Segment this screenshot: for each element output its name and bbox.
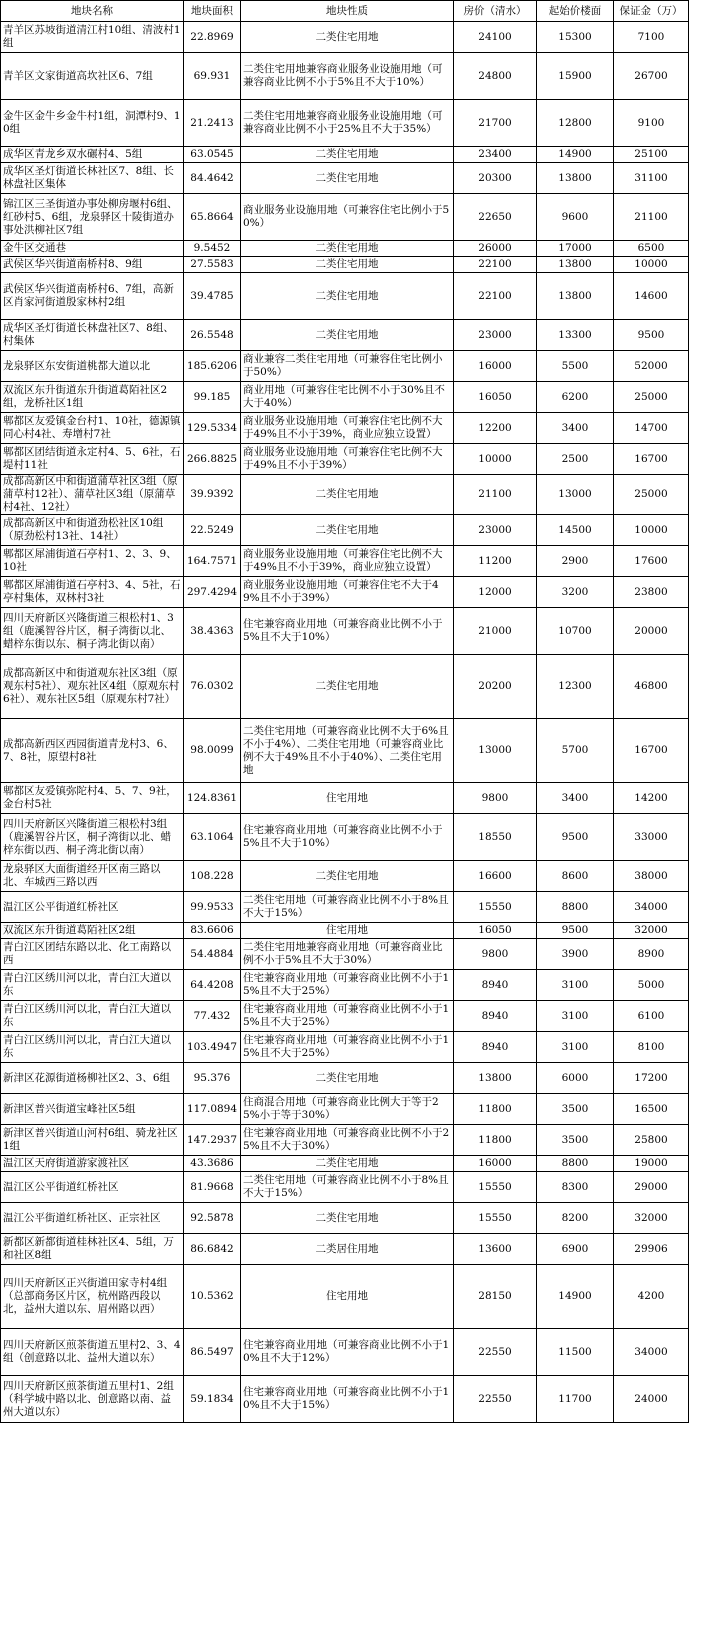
header-deposit: 保证金（万） (614, 1, 689, 22)
deposit-cell: 25000 (614, 475, 689, 515)
land-nature-cell: 二类住宅用地 (241, 1063, 454, 1094)
table-row (1, 382, 689, 413)
deposit-cell: 8900 (614, 939, 689, 970)
deposit-cell: 33000 (614, 814, 689, 861)
land-name-cell: 金牛区交通巷 (1, 241, 184, 257)
start-floor-price-cell: 3500 (537, 1125, 614, 1156)
header-land-name: 地块名称 (1, 1, 184, 22)
house-price-cell: 13600 (454, 1234, 537, 1265)
land-name-cell: 成都高新西区西园街道青龙村3、6、7、8社，原望村8社 (1, 719, 184, 783)
table-row (1, 939, 689, 970)
land-area-cell: 84.4642 (184, 163, 241, 194)
deposit-cell: 34000 (614, 892, 689, 923)
land-area-cell: 92.5878 (184, 1203, 241, 1234)
land-area-cell: 83.6606 (184, 923, 241, 939)
start-floor-price-cell: 8300 (537, 1172, 614, 1203)
land-nature-cell: 二类住宅用地（可兼容商业比例不小于8%且不大于15%） (241, 1172, 454, 1203)
start-floor-price-cell: 14500 (537, 515, 614, 546)
start-floor-price-cell: 13800 (537, 273, 614, 320)
table-row (1, 892, 689, 923)
start-floor-price-cell: 15900 (537, 53, 614, 100)
land-area-cell: 77.432 (184, 1001, 241, 1032)
table-row (1, 1234, 689, 1265)
land-name-cell: 成都高新区中和街道蒲草社区3组（原蒲草村12社）、蒲草社区3组（原蒲草村4社、12社） (1, 475, 184, 515)
table-row (1, 100, 689, 147)
land-name-cell: 温江公平街道红桥社区、正宗社区 (1, 1203, 184, 1234)
table-row (1, 1265, 689, 1329)
land-area-cell: 117.0894 (184, 1094, 241, 1125)
start-floor-price-cell: 3100 (537, 1032, 614, 1063)
land-name-cell: 青白江区绣川河以北，青白江大道以东 (1, 970, 184, 1001)
table-row (1, 475, 689, 515)
start-floor-price-cell: 6000 (537, 1063, 614, 1094)
table-row (1, 970, 689, 1001)
table-row (1, 1032, 689, 1063)
header-house-price: 房价（清水） (454, 1, 537, 22)
land-nature-cell: 二类住宅用地（可兼容商业比例不大于6%且不小于4%）、二类住宅用地（可兼容商业比例不大于49%且不小于40%）、二类住宅用地 (241, 719, 454, 783)
table-row (1, 194, 689, 241)
house-price-cell: 15550 (454, 892, 537, 923)
land-area-cell: 86.5497 (184, 1329, 241, 1376)
house-price-cell: 23400 (454, 147, 537, 163)
house-price-cell: 9800 (454, 783, 537, 814)
deposit-cell: 8100 (614, 1032, 689, 1063)
land-name-cell: 成华区青龙乡双水碾村4、5组 (1, 147, 184, 163)
table-row (1, 1172, 689, 1203)
table-row (1, 608, 689, 655)
land-area-cell: 38.4363 (184, 608, 241, 655)
table-row (1, 163, 689, 194)
start-floor-price-cell: 2500 (537, 444, 614, 475)
land-nature-cell: 商业服务业设施用地（可兼容住宅比例小于50%） (241, 194, 454, 241)
land-name-cell: 四川天府新区兴隆街道三根松村3组（鹿溪智谷片区，桐子湾街以北、蜡梓东街以西、桐子湾北街以南） (1, 814, 184, 861)
land-area-cell: 64.4208 (184, 970, 241, 1001)
house-price-cell: 23000 (454, 320, 537, 351)
start-floor-price-cell: 11700 (537, 1376, 614, 1423)
house-price-cell: 24800 (454, 53, 537, 100)
house-price-cell: 10000 (454, 444, 537, 475)
land-area-cell: 103.4947 (184, 1032, 241, 1063)
start-floor-price-cell: 3100 (537, 970, 614, 1001)
start-floor-price-cell: 6200 (537, 382, 614, 413)
land-nature-cell: 二类住宅用地兼容商业服务业设施用地（可兼容商业比例不小于25%且不大于35%） (241, 100, 454, 147)
deposit-cell: 25000 (614, 382, 689, 413)
land-area-cell: 26.5548 (184, 320, 241, 351)
house-price-cell: 21700 (454, 100, 537, 147)
start-floor-price-cell: 12800 (537, 100, 614, 147)
land-nature-cell: 商业兼容二类住宅用地（可兼容住宅比例小于50%） (241, 351, 454, 382)
land-nature-cell: 二类住宅用地 (241, 1156, 454, 1172)
land-nature-cell: 住宅用地 (241, 1265, 454, 1329)
table-row (1, 1063, 689, 1094)
land-name-cell: 锦江区三圣街道办事处柳房堰村6组、红砂村5、6组，龙泉驿区十陵街道办事处洪柳社区7组 (1, 194, 184, 241)
house-price-cell: 13000 (454, 719, 537, 783)
land-nature-cell: 二类住宅用地 (241, 475, 454, 515)
start-floor-price-cell: 13300 (537, 320, 614, 351)
land-name-cell: 新津区普兴街道宝峰社区5组 (1, 1094, 184, 1125)
deposit-cell: 21100 (614, 194, 689, 241)
land-area-cell: 10.5362 (184, 1265, 241, 1329)
deposit-cell: 34000 (614, 1329, 689, 1376)
land-area-cell: 86.6842 (184, 1234, 241, 1265)
start-floor-price-cell: 8800 (537, 1156, 614, 1172)
deposit-cell: 9100 (614, 100, 689, 147)
header-start-floor-price: 起始价楼面 (537, 1, 614, 22)
house-price-cell: 8940 (454, 1032, 537, 1063)
land-area-cell: 63.1064 (184, 814, 241, 861)
house-price-cell: 21100 (454, 475, 537, 515)
deposit-cell: 32000 (614, 1203, 689, 1234)
land-nature-cell: 二类住宅用地 (241, 257, 454, 273)
deposit-cell: 26700 (614, 53, 689, 100)
deposit-cell: 16500 (614, 1094, 689, 1125)
land-name-cell: 青白江区绣川河以北，青白江大道以东 (1, 1032, 184, 1063)
table-row (1, 1203, 689, 1234)
start-floor-price-cell: 13000 (537, 475, 614, 515)
land-name-cell: 成华区圣灯街道长林盘社区7、8组、村集体 (1, 320, 184, 351)
start-floor-price-cell: 13800 (537, 163, 614, 194)
land-name-cell: 四川天府新区煎茶街道五里村2、3、4组（创意路以北、益州大道以东） (1, 1329, 184, 1376)
house-price-cell: 15550 (454, 1203, 537, 1234)
deposit-cell: 14700 (614, 413, 689, 444)
table-row (1, 1329, 689, 1376)
land-area-cell: 39.4785 (184, 273, 241, 320)
land-name-cell: 双流区东升街道东升街道葛陌社区2组，龙桥社区1组 (1, 382, 184, 413)
start-floor-price-cell: 3500 (537, 1094, 614, 1125)
land-name-cell: 双流区东升街道葛陌社区2组 (1, 923, 184, 939)
deposit-cell: 6100 (614, 1001, 689, 1032)
house-price-cell: 22100 (454, 273, 537, 320)
deposit-cell: 16700 (614, 444, 689, 475)
land-name-cell: 龙泉驿区大面街道经开区南三路以北、车城西三路以西 (1, 861, 184, 892)
land-nature-cell: 二类住宅用地 (241, 655, 454, 719)
table-row (1, 320, 689, 351)
land-area-cell: 76.0302 (184, 655, 241, 719)
land-area-cell: 147.2937 (184, 1125, 241, 1156)
land-area-cell: 124.8361 (184, 783, 241, 814)
land-name-cell: 新津区普兴街道山河村6组、骑龙社区1组 (1, 1125, 184, 1156)
land-area-cell: 129.5334 (184, 413, 241, 444)
table-row (1, 1001, 689, 1032)
start-floor-price-cell: 3400 (537, 783, 614, 814)
land-area-cell: 22.5249 (184, 515, 241, 546)
house-price-cell: 28150 (454, 1265, 537, 1329)
land-name-cell: 金牛区金牛乡金牛村1组，洞潭村9、10组 (1, 100, 184, 147)
table-row (1, 241, 689, 257)
land-area-cell: 98.0099 (184, 719, 241, 783)
deposit-cell: 52000 (614, 351, 689, 382)
start-floor-price-cell: 8800 (537, 892, 614, 923)
land-name-cell: 青白江区绣川河以北，青白江大道以东 (1, 1001, 184, 1032)
land-name-cell: 四川天府新区煎茶街道五里村1、2组（科学城中路以北、创意路以南、益州大道以东） (1, 1376, 184, 1423)
start-floor-price-cell: 9500 (537, 814, 614, 861)
land-name-cell: 温江区天府街道游家渡社区 (1, 1156, 184, 1172)
land-area-cell: 22.8969 (184, 22, 241, 53)
table-row (1, 22, 689, 53)
deposit-cell: 17200 (614, 1063, 689, 1094)
land-area-cell: 185.6206 (184, 351, 241, 382)
table-row (1, 923, 689, 939)
land-nature-cell: 商业服务业设施用地（可兼容住宅不大于49%且不小于39%） (241, 577, 454, 608)
land-area-cell: 65.8664 (184, 194, 241, 241)
table-row (1, 655, 689, 719)
house-price-cell: 23000 (454, 515, 537, 546)
land-nature-cell: 住宅兼容商业用地（可兼容商业比例不小于5%且不大于10%） (241, 814, 454, 861)
land-nature-cell: 住商混合用地（可兼容商业比例大于等于25%小于等于30%） (241, 1094, 454, 1125)
land-nature-cell: 二类住宅用地 (241, 273, 454, 320)
deposit-cell: 46800 (614, 655, 689, 719)
land-area-cell: 54.4884 (184, 939, 241, 970)
table-row (1, 351, 689, 382)
land-area-cell: 27.5583 (184, 257, 241, 273)
start-floor-price-cell: 13800 (537, 257, 614, 273)
land-area-cell: 81.9668 (184, 1172, 241, 1203)
table-body (1, 22, 689, 1423)
land-nature-cell: 商业服务业设施用地（可兼容住宅比例不大于49%且不小于39%） (241, 444, 454, 475)
deposit-cell: 29000 (614, 1172, 689, 1203)
house-price-cell: 16000 (454, 1156, 537, 1172)
land-nature-cell: 商业服务业设施用地（可兼容住宅比例不大于49%且不小于39%，商业应独立设置） (241, 546, 454, 577)
land-nature-cell: 二类住宅用地兼容商业用地（可兼容商业比例不小于5%且不大于30%） (241, 939, 454, 970)
land-area-cell: 59.1834 (184, 1376, 241, 1423)
house-price-cell: 11800 (454, 1125, 537, 1156)
land-name-cell: 四川天府新区正兴街道田家寺村4组（总部商务区片区，杭州路西段以北，益州大道以东、眉州路以西） (1, 1265, 184, 1329)
land-nature-cell: 二类住宅用地 (241, 241, 454, 257)
table-row (1, 861, 689, 892)
start-floor-price-cell: 8200 (537, 1203, 614, 1234)
land-name-cell: 新津区花源街道杨柳社区2、3、6组 (1, 1063, 184, 1094)
start-floor-price-cell: 3900 (537, 939, 614, 970)
table-row (1, 814, 689, 861)
land-area-cell: 99.9533 (184, 892, 241, 923)
land-nature-cell: 住宅兼容商业用地（可兼容商业比例不小于10%且不大于15%） (241, 1376, 454, 1423)
land-nature-cell: 商业用地（可兼容住宅比例不小于30%且不大于40%） (241, 382, 454, 413)
table-row (1, 783, 689, 814)
land-area-cell: 21.2413 (184, 100, 241, 147)
land-area-cell: 99.185 (184, 382, 241, 413)
land-nature-cell: 二类居住用地 (241, 1234, 454, 1265)
land-name-cell: 温江区公平街道红桥社区 (1, 892, 184, 923)
land-area-cell: 108.228 (184, 861, 241, 892)
table-row (1, 413, 689, 444)
house-price-cell: 15550 (454, 1172, 537, 1203)
house-price-cell: 11800 (454, 1094, 537, 1125)
house-price-cell: 16050 (454, 382, 537, 413)
land-name-cell: 成都高新区中和街道观东社区3组（原观东村5社）、观东社区4组（原观东村6社）、观东社区5组（原观东村7社） (1, 655, 184, 719)
deposit-cell: 24000 (614, 1376, 689, 1423)
land-nature-cell: 住宅用地 (241, 923, 454, 939)
deposit-cell: 38000 (614, 861, 689, 892)
start-floor-price-cell: 6900 (537, 1234, 614, 1265)
house-price-cell: 12000 (454, 577, 537, 608)
house-price-cell: 22100 (454, 257, 537, 273)
deposit-cell: 10000 (614, 515, 689, 546)
deposit-cell: 25100 (614, 147, 689, 163)
start-floor-price-cell: 17000 (537, 241, 614, 257)
header-land-nature: 地块性质 (241, 1, 454, 22)
deposit-cell: 6500 (614, 241, 689, 257)
start-floor-price-cell: 3100 (537, 1001, 614, 1032)
land-nature-cell: 二类住宅用地（可兼容商业比例不小于8%且不大于15%） (241, 892, 454, 923)
house-price-cell: 18550 (454, 814, 537, 861)
land-area-cell: 297.4294 (184, 577, 241, 608)
land-name-cell: 郫都区友爱镇金台村1、10社，德源镇同心村4社、寿增村7社 (1, 413, 184, 444)
land-name-cell: 武侯区华兴街道南桥村8、9组 (1, 257, 184, 273)
house-price-cell: 8940 (454, 1001, 537, 1032)
house-price-cell: 8940 (454, 970, 537, 1001)
land-area-cell: 63.0545 (184, 147, 241, 163)
house-price-cell: 21000 (454, 608, 537, 655)
deposit-cell: 9500 (614, 320, 689, 351)
land-nature-cell: 住宅兼容商业用地（可兼容商业比例不小于5%且不大于10%） (241, 608, 454, 655)
land-name-cell: 成华区圣灯街道长林社区7、8组、长林盘社区集体 (1, 163, 184, 194)
table-row (1, 515, 689, 546)
land-name-cell: 青羊区苏坡街道清江村10组、清波村1组 (1, 22, 184, 53)
land-nature-cell: 二类住宅用地 (241, 22, 454, 53)
table-row (1, 1094, 689, 1125)
land-name-cell: 成都高新区中和街道劲松社区10组（原劲松村13社、14社） (1, 515, 184, 546)
start-floor-price-cell: 14900 (537, 147, 614, 163)
land-area-cell: 69.931 (184, 53, 241, 100)
land-area-cell: 43.3686 (184, 1156, 241, 1172)
start-floor-price-cell: 9500 (537, 923, 614, 939)
house-price-cell: 12200 (454, 413, 537, 444)
start-floor-price-cell: 14900 (537, 1265, 614, 1329)
land-nature-cell: 二类住宅用地 (241, 163, 454, 194)
land-name-cell: 四川天府新区兴隆街道三根松村1、3组（鹿溪智谷片区，桐子湾街以北、蜡梓东街以东、桐子湾北街以南） (1, 608, 184, 655)
land-nature-cell: 住宅兼容商业用地（可兼容商业比例不小于15%且不大于25%） (241, 1032, 454, 1063)
house-price-cell: 22550 (454, 1376, 537, 1423)
land-area-cell: 9.5452 (184, 241, 241, 257)
table-row (1, 719, 689, 783)
start-floor-price-cell: 2900 (537, 546, 614, 577)
land-nature-cell: 二类住宅用地 (241, 515, 454, 546)
land-nature-cell: 住宅兼容商业用地（可兼容商业比例不小于15%且不大于25%） (241, 1001, 454, 1032)
table-row (1, 546, 689, 577)
land-name-cell: 郫都区犀浦街道石亭村1、2、3、9、10社 (1, 546, 184, 577)
start-floor-price-cell: 3400 (537, 413, 614, 444)
land-name-cell: 武侯区华兴街道南桥村6、7组，高新区肖家河街道殷家林村2组 (1, 273, 184, 320)
house-price-cell: 20300 (454, 163, 537, 194)
table-row (1, 577, 689, 608)
land-nature-cell: 二类住宅用地 (241, 1203, 454, 1234)
land-nature-cell: 商业服务业设施用地（可兼容住宅比例不大于49%且不小于39%，商业应独立设置） (241, 413, 454, 444)
deposit-cell: 17600 (614, 546, 689, 577)
land-name-cell: 青羊区文家街道高坎社区6、7组 (1, 53, 184, 100)
land-name-cell: 郫都区友爱镇弥陀村4、5、7、9社，金台村5社 (1, 783, 184, 814)
header-land-area: 地块面积 (184, 1, 241, 22)
land-area-cell: 95.376 (184, 1063, 241, 1094)
start-floor-price-cell: 15300 (537, 22, 614, 53)
land-area-cell: 39.9392 (184, 475, 241, 515)
land-nature-cell: 二类住宅用地 (241, 320, 454, 351)
table-row (1, 444, 689, 475)
land-nature-cell: 住宅兼容商业用地（可兼容商业比例不小于10%且不大于12%） (241, 1329, 454, 1376)
start-floor-price-cell: 9600 (537, 194, 614, 241)
start-floor-price-cell: 3200 (537, 577, 614, 608)
deposit-cell: 29906 (614, 1234, 689, 1265)
house-price-cell: 9800 (454, 939, 537, 970)
land-name-cell: 青白江区团结东路以北、化工南路以西 (1, 939, 184, 970)
header-row (1, 1, 689, 22)
deposit-cell: 7100 (614, 22, 689, 53)
deposit-cell: 25800 (614, 1125, 689, 1156)
land-area-cell: 164.7571 (184, 546, 241, 577)
house-price-cell: 22550 (454, 1329, 537, 1376)
land-nature-cell: 住宅兼容商业用地（可兼容商业比例不小于15%且不大于25%） (241, 970, 454, 1001)
land-name-cell: 龙泉驿区东安街道桃都大道以北 (1, 351, 184, 382)
table-row (1, 147, 689, 163)
land-area-cell: 266.8825 (184, 444, 241, 475)
deposit-cell: 23800 (614, 577, 689, 608)
start-floor-price-cell: 11500 (537, 1329, 614, 1376)
land-name-cell: 新都区新都街道桂林社区4、5组，万和社区8组 (1, 1234, 184, 1265)
land-nature-cell: 二类住宅用地 (241, 861, 454, 892)
table-row (1, 273, 689, 320)
table-row (1, 1376, 689, 1423)
house-price-cell: 26000 (454, 241, 537, 257)
deposit-cell: 19000 (614, 1156, 689, 1172)
deposit-cell: 31100 (614, 163, 689, 194)
house-price-cell: 20200 (454, 655, 537, 719)
land-nature-cell: 二类住宅用地 (241, 147, 454, 163)
house-price-cell: 22650 (454, 194, 537, 241)
table-row (1, 53, 689, 100)
deposit-cell: 14200 (614, 783, 689, 814)
house-price-cell: 13800 (454, 1063, 537, 1094)
house-price-cell: 24100 (454, 22, 537, 53)
table-row (1, 1125, 689, 1156)
start-floor-price-cell: 10700 (537, 608, 614, 655)
deposit-cell: 32000 (614, 923, 689, 939)
house-price-cell: 16000 (454, 351, 537, 382)
start-floor-price-cell: 5700 (537, 719, 614, 783)
land-nature-cell: 住宅用地 (241, 783, 454, 814)
house-price-cell: 11200 (454, 546, 537, 577)
land-name-cell: 郫都区犀浦街道石亭村3、4、5社，石亭村集体，双林村3社 (1, 577, 184, 608)
deposit-cell: 14600 (614, 273, 689, 320)
deposit-cell: 5000 (614, 970, 689, 1001)
house-price-cell: 16050 (454, 923, 537, 939)
land-name-cell: 郫都区团结街道永定村4、5、6社，石堤村11社 (1, 444, 184, 475)
start-floor-price-cell: 12300 (537, 655, 614, 719)
table-row (1, 1156, 689, 1172)
deposit-cell: 10000 (614, 257, 689, 273)
land-nature-cell: 住宅兼容商业用地（可兼容商业比例不小于25%且不大于30%） (241, 1125, 454, 1156)
house-price-cell: 16600 (454, 861, 537, 892)
table-row (1, 257, 689, 273)
start-floor-price-cell: 8600 (537, 861, 614, 892)
deposit-cell: 4200 (614, 1265, 689, 1329)
land-name-cell: 温江区公平街道红桥社区 (1, 1172, 184, 1203)
start-floor-price-cell: 5500 (537, 351, 614, 382)
deposit-cell: 20000 (614, 608, 689, 655)
deposit-cell: 16700 (614, 719, 689, 783)
land-nature-cell: 二类住宅用地兼容商业服务业设施用地（可兼容商业比例不小于5%且不大于10%） (241, 53, 454, 100)
